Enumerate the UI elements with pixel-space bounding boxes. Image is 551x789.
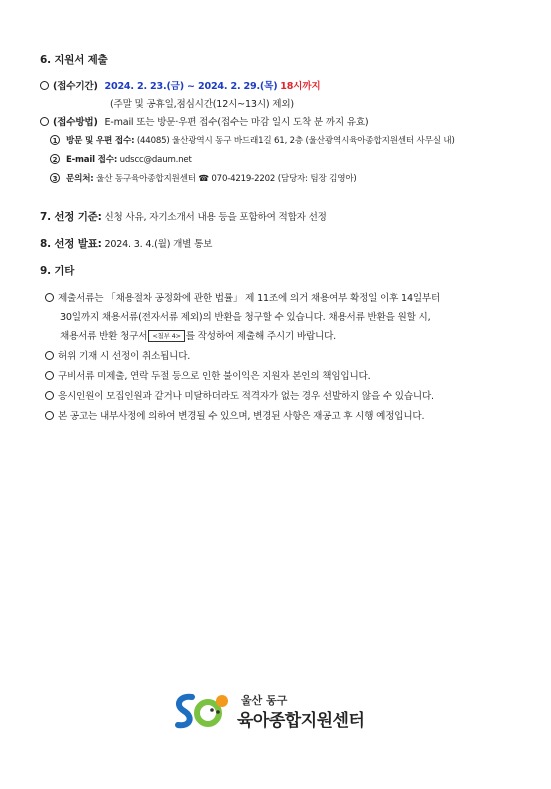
period-note: (주말 및 공휴일,점심시간(12시~13시) 제외) <box>110 99 294 110</box>
method-label: (접수방법) <box>53 117 98 128</box>
section8-label: 8. 선정 발표: <box>40 238 102 250</box>
contact-label-1: 방문 및 우편 접수: <box>66 136 135 146</box>
contact-text-2: udscc@daum.net <box>119 155 192 165</box>
circle-bullet-icon <box>40 117 49 126</box>
section6-title: 6. 지원서 제출 <box>40 54 108 66</box>
notice-1-line-1: 제출서류는 「채용절차 공정화에 관한 법률」 제 11조에 의거 채용여부 확정일 이후 14일부터 <box>58 293 441 304</box>
contact-label-2: E-mail 접수: <box>66 155 118 165</box>
method-text: E-mail 또는 방문·우편 접수(접수는 마감 일시 도착 분 까지 유효) <box>104 117 369 128</box>
section8-row <box>40 236 212 251</box>
period-label: (접수기간) <box>53 81 98 92</box>
circle-bullet-icon <box>45 411 54 420</box>
attachment-tag: <첨부 4> <box>148 330 184 342</box>
notice-4-text: 응시인원이 모집인원과 같거나 미달하더라도 적격자가 없는 경우 선발하지 않을 수 있습니다. <box>58 391 434 402</box>
section7-label: 7. 선정 기준: <box>40 211 102 223</box>
method-row <box>40 114 368 128</box>
contact-item-2 <box>50 153 192 165</box>
contact-item-1 <box>50 134 455 146</box>
notice-5-text: 본 공고는 내부사정에 의하여 변경될 수 있으며, 변경된 사항은 재공고 후 시행 예정입니다. <box>58 411 425 422</box>
notice-1-tail-post: 를 작성하여 제출해 주시기 바랍니다. <box>185 331 337 342</box>
circle-bullet-icon <box>45 293 54 302</box>
notice-bullet-1 <box>45 290 440 304</box>
section9-title: 9. 기타 <box>40 265 75 277</box>
section8-text: 2024. 3. 4.(월) 개별 통보 <box>104 239 213 250</box>
notice-bullet-3 <box>45 368 370 382</box>
number-badge-2: 2 <box>50 154 60 164</box>
section7-row <box>40 209 327 224</box>
logo-text-line1: 울산 동구 <box>241 694 288 707</box>
circle-bullet-icon <box>45 351 54 360</box>
number-badge-3: 3 <box>50 173 60 183</box>
circle-bullet-icon <box>40 81 49 90</box>
period-row <box>40 78 320 92</box>
contact-item-3 <box>50 172 357 184</box>
contact-text-3: 울산 동구육아종합지원센터 ☎ 070-4219-2202 (담당자: 팀장 김영아) <box>96 174 357 184</box>
circle-bullet-icon <box>45 391 54 400</box>
period-dates: 2024. 2. 23.(금) ~ 2024. 2. 29.(목) <box>104 81 278 92</box>
period-time: 18시까지 <box>280 81 321 92</box>
notice-1-line-3 <box>60 328 336 342</box>
notice-1-line-2: 30일까지 채용서류(전자서류 제외)의 반환을 청구할 수 있습니다. 채용서류 반환을 원할 시, <box>60 312 431 323</box>
notice-bullet-4 <box>45 388 434 402</box>
notice-2-text: 허위 기재 시 선정이 취소됩니다. <box>58 351 191 362</box>
logo-text-line2: 육아종합지원센터 <box>237 711 365 731</box>
circle-bullet-icon <box>45 371 54 380</box>
contact-label-3: 문의처: <box>66 174 94 184</box>
section7-text: 신청 사유, 자기소개서 내용 등을 포함하여 적합자 선정 <box>104 212 327 223</box>
notice-3-text: 구비서류 미제출, 연락 두절 등으로 인한 불이익은 지원자 본인의 책임입니다. <box>58 371 371 382</box>
notice-bullet-5 <box>45 408 424 422</box>
notice-1-tail-pre: 채용서류 반환 청구서 <box>60 331 148 342</box>
number-badge-1: 1 <box>50 135 60 145</box>
notice-bullet-2 <box>45 348 190 362</box>
contact-text-1: (44085) 울산광역시 동구 바드래1길 61, 2층 (울산광역시육아종합지원센터 사무실 내) <box>136 136 455 146</box>
center-logo-icon <box>172 689 236 733</box>
